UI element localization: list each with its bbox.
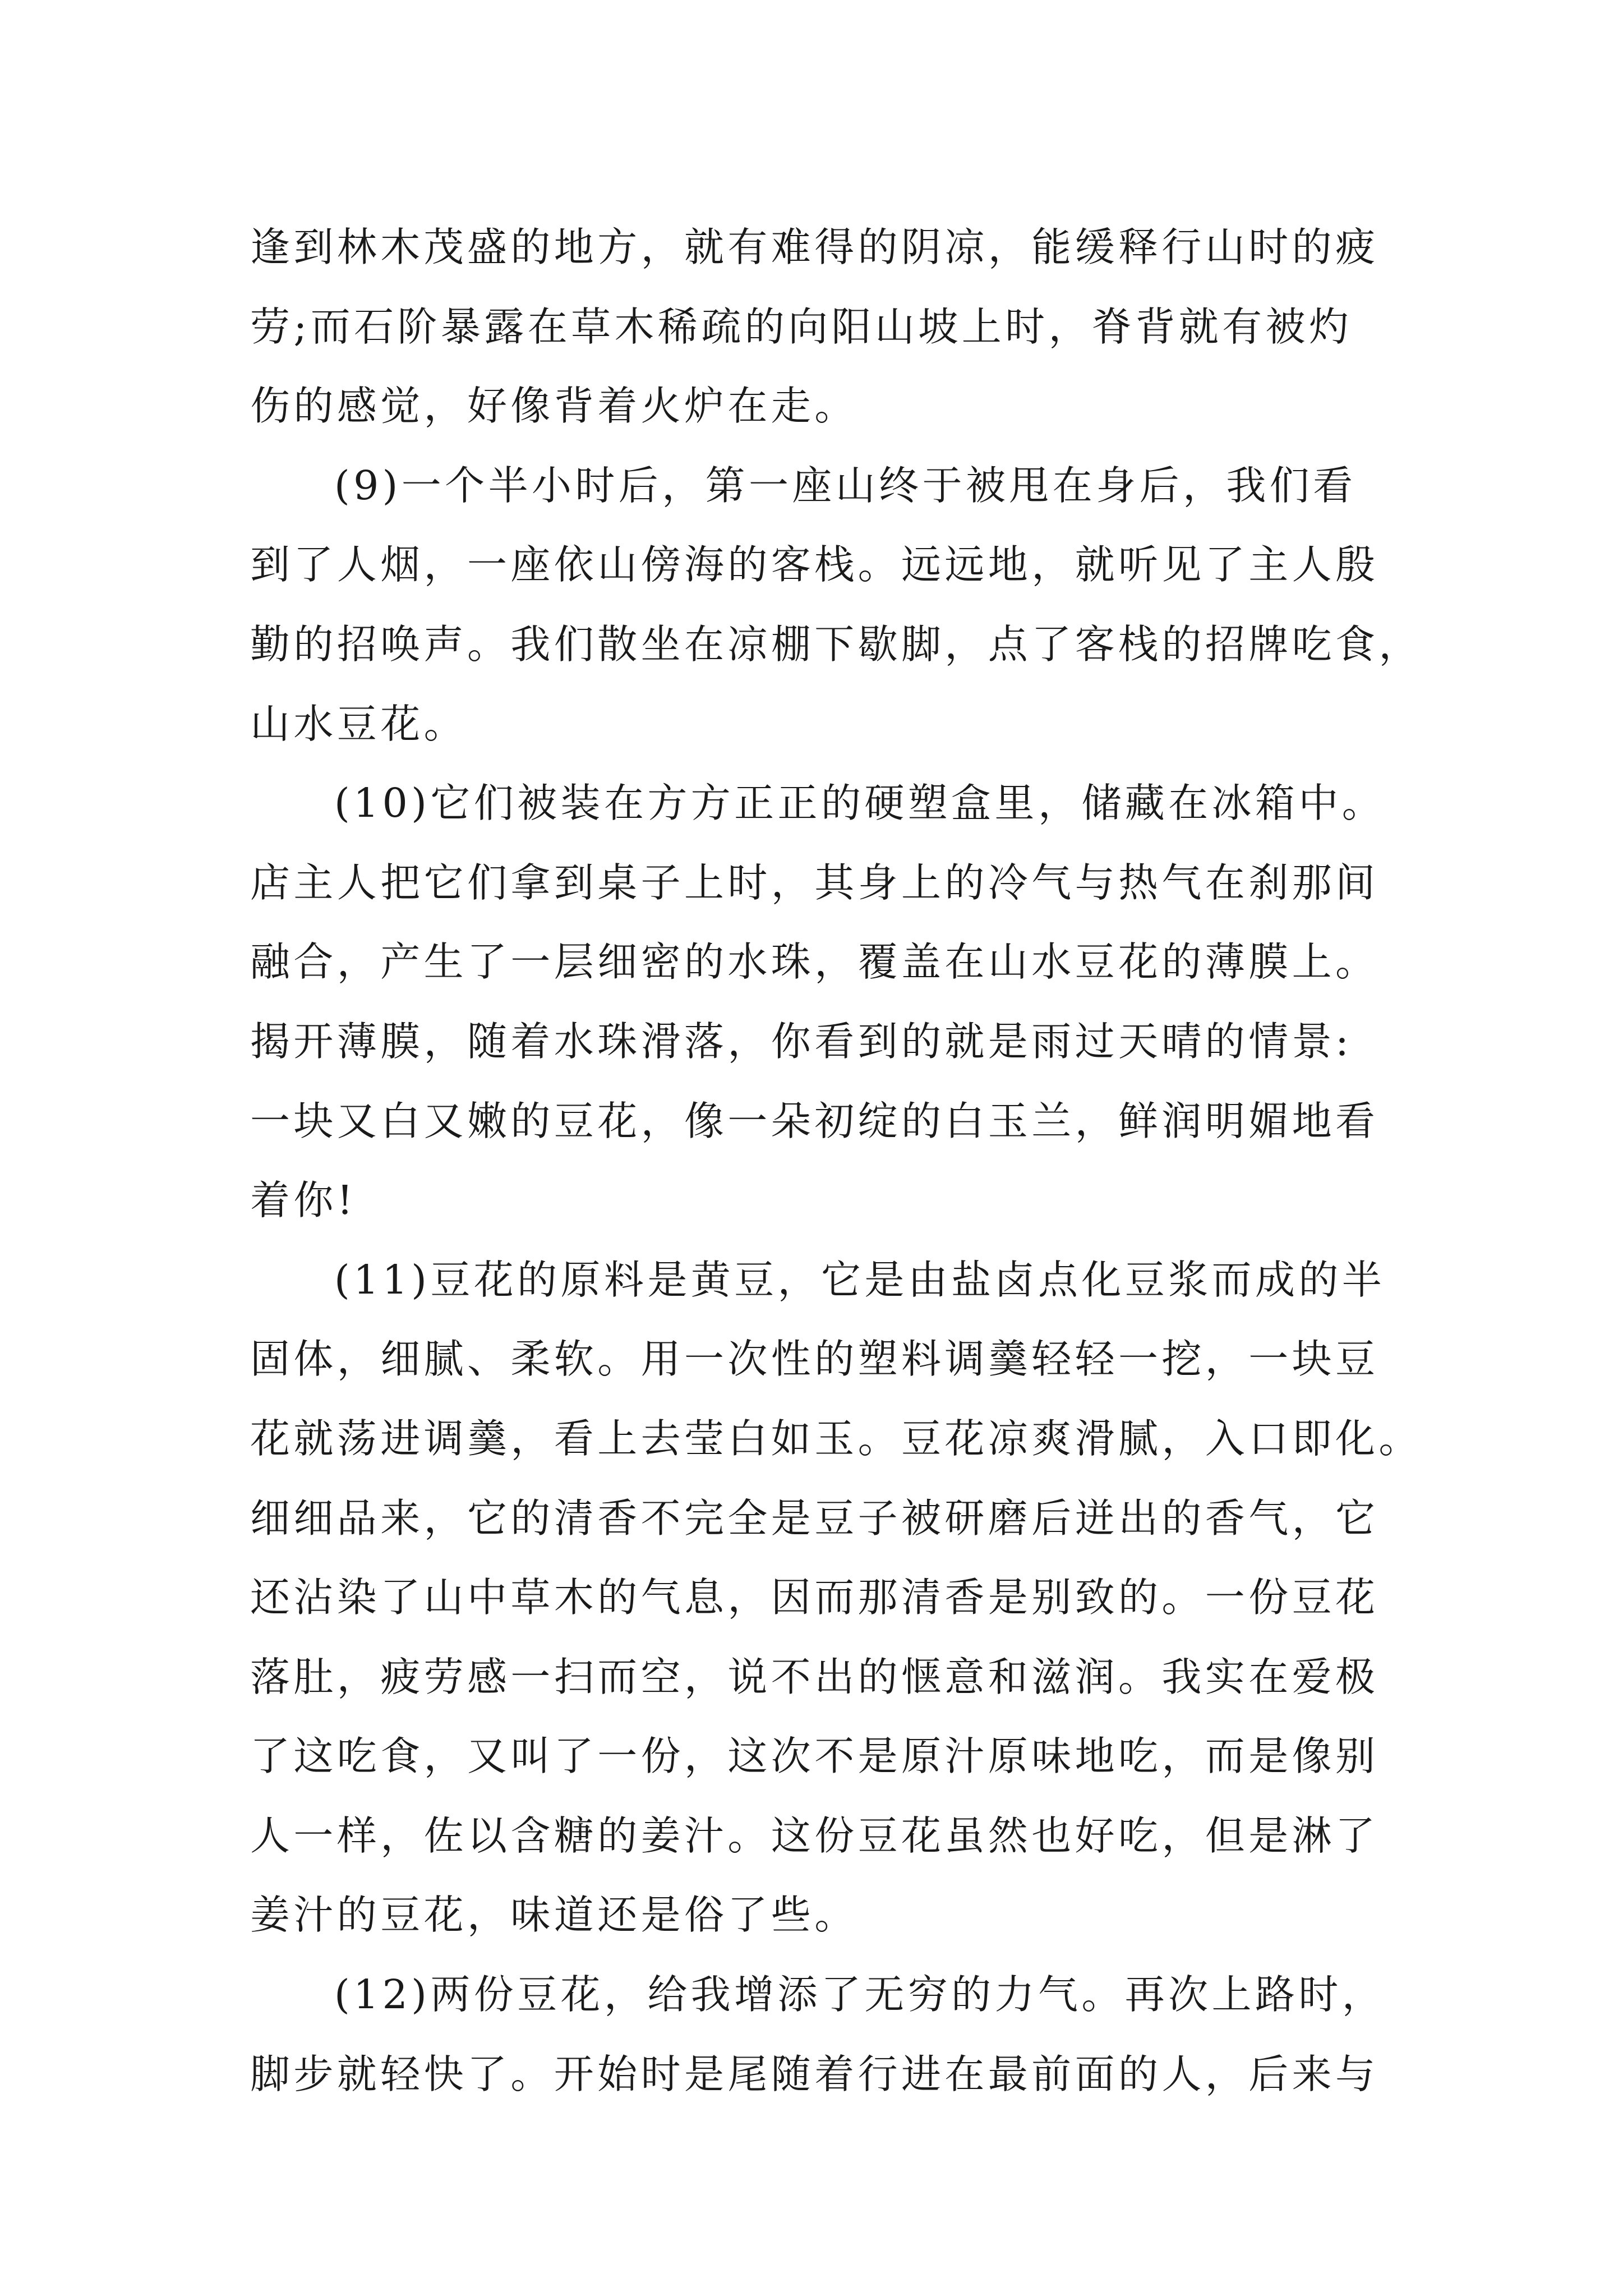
text-line: 逢到林木茂盛的地方，就有难得的阴凉，能缓释行山时的疲 [250,224,1379,270]
text-line: 人一样，佐以含糖的姜汁。这份豆花虽然也好吃，但是淋了 [250,1812,1379,1859]
text-line: 揭开薄膜，随着水珠滑落，你看到的就是雨过天晴的情景: [250,1018,1353,1065]
text-line: 姜汁的豆花，味道还是俗了些。 [250,1892,858,1939]
text-line: 店主人把它们拿到桌子上时，其身上的冷气与热气在刹那间 [250,859,1379,906]
text-line: 细细品来，它的清香不完全是豆子被研磨后迸出的香气，它 [250,1494,1379,1542]
text-line: 山水豆花。 [250,700,468,747]
text-line: 脚步就轻快了。开始时是尾随着行进在最前面的人，后来与 [250,2050,1379,2097]
text-line: 劳;而石阶暴露在草木稀疏的向阳山坡上时，脊背就有被灼 [250,303,1353,350]
text-line: 到了人烟，一座依山傍海的客栈。远远地，就听见了主人殷 [250,541,1379,588]
text-line: 固体，细腻、柔软。用一次性的塑料调羹轻轻一挖，一块豆 [250,1336,1379,1383]
text-line: 还沾染了山中草木的气息，因而那清香是别致的。一份豆花 [250,1574,1379,1621]
text-line: 落肚，疲劳感一扫而空，说不出的惬意和滋润。我实在爱极 [250,1653,1379,1700]
text-line: (10)它们被装在方方正正的硬塑盒里，储藏在冰箱中。 [334,780,1386,827]
text-line: 一块又白又嫩的豆花，像一朵初绽的白玉兰，鲜润明媚地看 [250,1097,1379,1144]
body-text [250,208,1422,2114]
text-line: 着你! [250,1177,357,1224]
text-line: 了这吃食，又叫了一份，这次不是原汁原味地吃，而是像别 [250,1733,1379,1780]
text-line: (12)两份豆花，给我增添了无穷的力气。再次上路时， [334,1971,1386,2018]
text-line: 融合，产生了一层细密的水珠，覆盖在山水豆花的薄膜上。 [250,938,1379,986]
text-line: (9)一个半小时后，第一座山终于被甩在身后，我们看 [334,462,1357,509]
text-line: 花就荡进调羹，看上去莹白如玉。豆花凉爽滑腻，入口即化。 [250,1415,1422,1462]
text-line: 伤的感觉，好像背着火炉在走。 [250,383,858,430]
text-line: 勤的招唤声。我们散坐在凉棚下歇脚，点了客栈的招牌吃食， [250,620,1422,668]
text-line: (11)豆花的原料是黄豆，它是由盐卤点化豆浆而成的半 [334,1256,1386,1303]
